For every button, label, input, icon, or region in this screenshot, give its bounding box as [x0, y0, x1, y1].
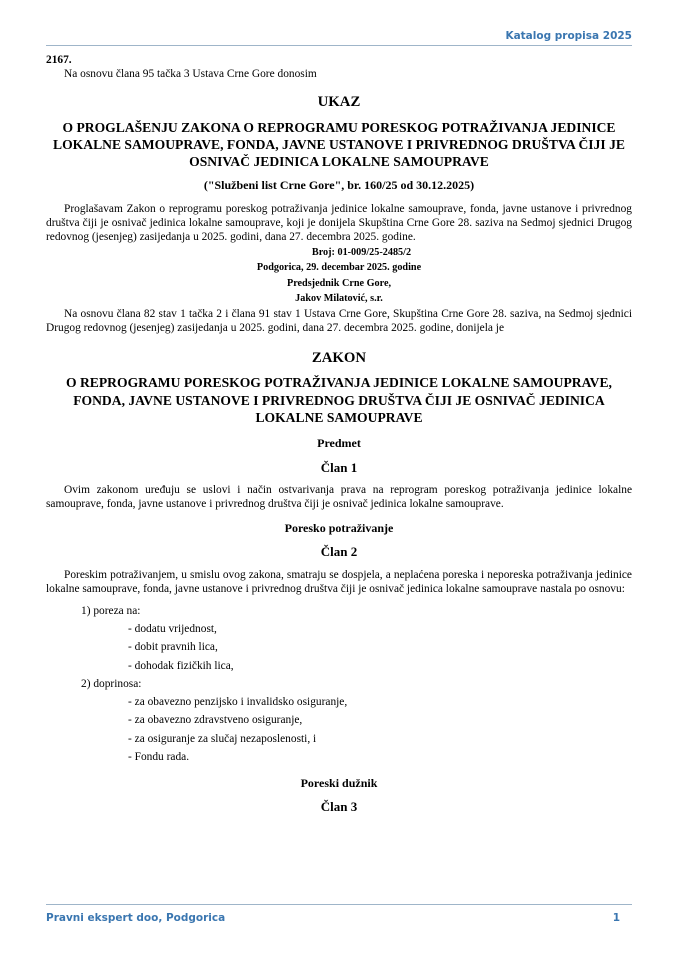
signature-block: [46, 245, 632, 307]
list-subitem: - dobit pravnih lica,: [128, 641, 218, 654]
publisher-name: Pravni ekspert doo, Podgorica: [46, 912, 226, 924]
page-footer: [46, 904, 632, 924]
list-subitem: - dohodak fizičkih lica,: [128, 659, 234, 672]
document-broj: Broj: 01-009/25-2485/2: [311, 246, 412, 258]
document-number: 2167.: [46, 54, 72, 66]
zakon-heading: ZAKON: [311, 350, 367, 367]
president-title: Predsjednik Crne Gore,: [286, 277, 392, 289]
intro-paragraph: Na osnovu člana 95 tačka 3 Ustava Crne Gore donosim: [64, 68, 317, 81]
section-poresko: Poresko potraživanje: [284, 521, 394, 536]
list-item: 1) poreza na:: [81, 605, 141, 618]
article-1-heading: Član 1: [320, 459, 358, 475]
list-subitem: - za obavezno penzijsko i invalidsko osiguranje,: [128, 695, 348, 708]
list-subitem: - Fondu rada.: [128, 750, 190, 763]
article-3-heading: Član 3: [320, 799, 358, 815]
catalog-title: Katalog propisa 2025: [505, 30, 632, 42]
proclamation-paragraph: Proglašavam Zakon o reprogramu poreskog potraživanja jedinice lokalne samouprave, fonda, javne ustanove i privrednog društva čiji je osnivač jedinica lokalne samouprave, koji je donijela Skupština Crne Gore 28. saziva na Sedmoj sjednici Drugog redovnog (jesenjeg) zasijedanja u 2025. godini, dana 27. decembra 2025. godine.: [46, 203, 632, 244]
legal-basis-paragraph: Na osnovu člana 82 stav 1 tačka 2 i člana 91 stav 1 Ustava Crne Gore, Skupština Crne Gore 28. saziva, na Sedmoj sjednici Drugog redovnog (jesenjeg) zasijedanja u 2025. godini, dana 27. decembra 2025. godine, donijela je: [46, 307, 632, 334]
ukaz-heading: UKAZ: [317, 94, 361, 111]
page-number: 1: [612, 912, 620, 924]
list-subitem: - za obavezno zdravstveno osiguranje,: [128, 714, 303, 727]
article-2-list: [46, 602, 632, 766]
section-dluznik: Poreski dužnik: [300, 776, 378, 791]
article-1-text: Ovim zakonom uređuju se uslovi i način ostvarivanja prava na reprogram poreskog potraživanja jedinice lokalne samouprave, fonda, javne ustanove i privrednog društva čiji je osnivač jedinica lokalne samouprave.: [46, 483, 632, 511]
document-body: [46, 53, 632, 823]
page-header: [46, 31, 632, 46]
place-date: Podgorica, 29. decembar 2025. godine: [256, 262, 422, 274]
list-subitem: - dodatu vrijednost,: [128, 623, 217, 636]
gazette-reference: ("Službeni list Crne Gore", br. 160/25 od 30.12.2025): [203, 177, 475, 192]
list-subitem: - za osiguranje za slučaj nezaposlenosti, i: [128, 732, 317, 745]
article-2-text: Poreskim potraživanjem, u smislu ovog zakona, smatraju se dospjela, a neplaćena poreska i neporeska potraživanja jedinice lokalne samouprave, fonda, javne ustanove i privrednog društva čiji je osnivač jedinica lokalne samouprave nastala po osnovu:: [46, 568, 632, 595]
president-name: Jakov Milatović, s.r.: [295, 293, 383, 305]
article-2-heading: Član 2: [320, 544, 358, 560]
section-predmet: Predmet: [317, 436, 361, 451]
list-item: 2) doprinosa:: [81, 677, 142, 690]
ukaz-title: O PROGLAŠENJU ZAKONA O REPROGRAMU PORESKOG POTRAŽIVANJA JEDINICE LOKALNE SAMOUPRAVE, FONDA, JAVNE USTANOVE I PRIVREDNOG DRUŠTVA ČIJI JE OSNIVAČ JEDINICA LOKALNE SAMOUPRAVE: [53, 119, 625, 170]
zakon-title: O REPROGRAMU PORESKOG POTRAŽIVANJA JEDINICE LOKALNE SAMOUPRAVE, FONDA, JAVNE USTANOVE I PRIVREDNOG DRUŠTVA ČIJI JE OSNIVAČ JEDINICA LOKALNE SAMOUPRAVE: [66, 375, 612, 426]
